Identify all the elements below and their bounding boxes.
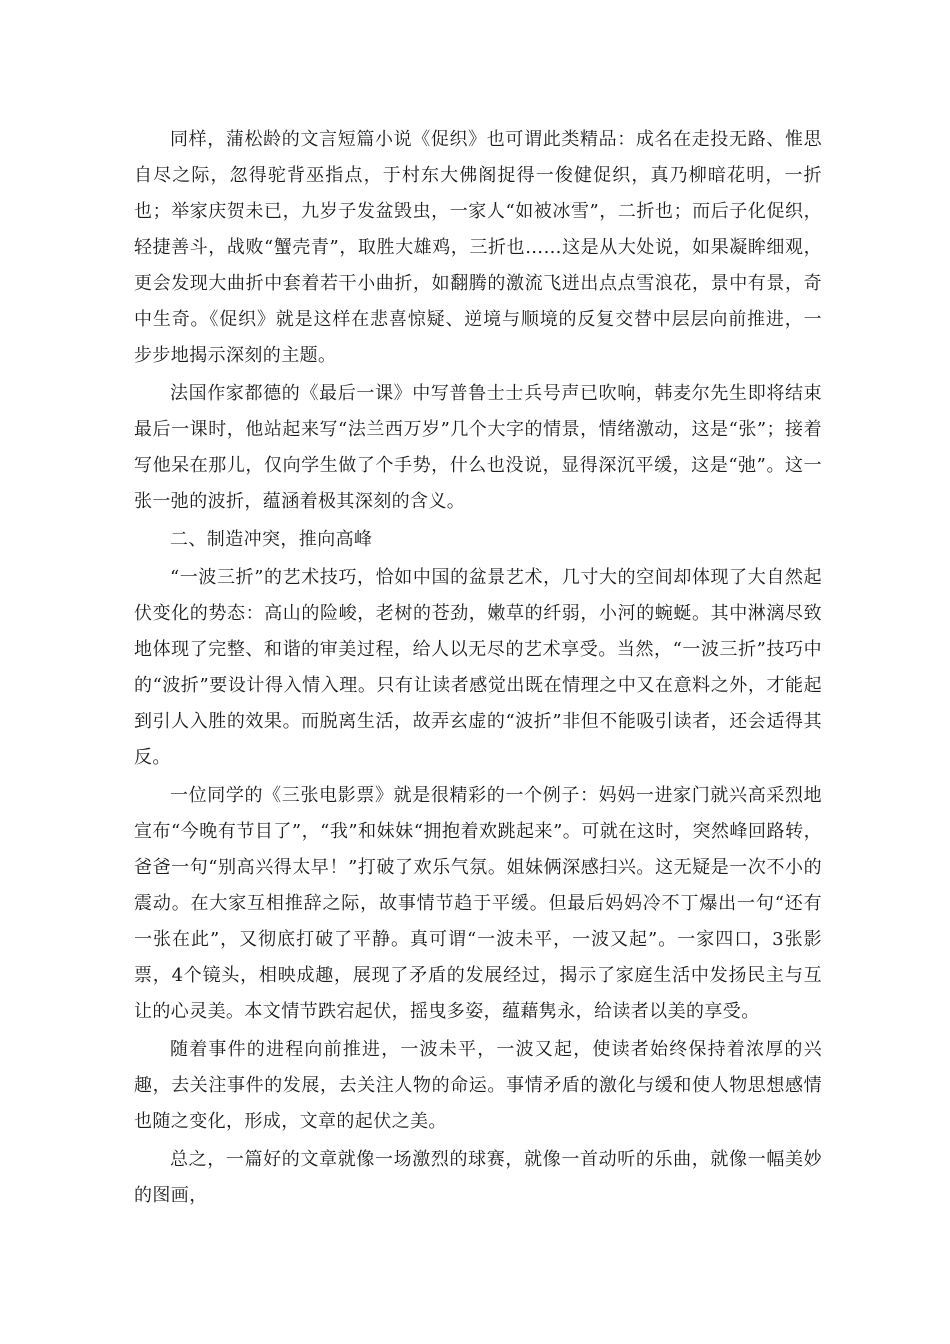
paragraph-last-lesson: 法国作家都德的《最后一课》中写普鲁士士兵号声已吹响，韩麦尔先生即将结束最后一课时，他站起来写“法兰西万岁”几个大字的情景，情绪激动，这是“张”；接着写他呆在那儿，仅向学生做了个手势，什么也没说，显得深沉平缓，这是“弛”。这一张一弛的波折，蕴涵着极其深刻的含义。 [134,383,822,512]
paragraph-progression: 随着事件的进程向前推进，一波未平，一波又起，使读者始终保持着浓厚的兴趣，去关注事件的发展，去关注人物的命运。事情矛盾的激化与缓和使人物思想感情也随之变化，形成，文章的起伏之美。 [134,1039,822,1132]
body-text [134,122,822,1214]
paragraph-conclusion: 总之，一篇好的文章就像一场激烈的球赛，就像一首动听的乐曲，就像一幅美妙的图画， [134,1149,822,1206]
paragraph-cuzhi: 同样，蒲松龄的文言短篇小说《促织》也可谓此类精品：成名在走投无路、惟思自尽之际，忽得驼背巫指点，于村东大佛阁捉得一俊健促织，真乃柳暗花明，一折也；举家庆贺未已，九岁子发盆毁虫，一家人“如被冰雪”，二折也；而后子化促织，轻捷善斗，战败“蟹壳青”，取胜大雄鸡，三折也……这是从大处说，如果凝眸细观，更会发现大曲折中套着若干小曲折，如翻腾的激流飞迸出点点雪浪花，景中有景，奇中生奇。《促织》就是这样在悲喜惊疑、逆境与顺境的反复交替中层层向前推进，一步步地揭示深刻的主题。 [134,129,822,366]
section-heading: 二、制造冲突，推向高峰 [170,529,373,550]
paragraph-movie-tickets: 一位同学的《三张电影票》就是很精彩的一个例子：妈妈一进家门就兴高采烈地宣布“今晚有节目了”，“我”和妹妹“拥抱着欢跳起来”。可就在这时，突然峰回路转，爸爸一句“别高兴得太早！”打破了欢乐气氛。姐妹俩深感扫兴。这无疑是一次不小的震动。在大家互相推辞之际，故事情节趋于平缓。但最后妈妈冷不丁爆出一句“还有一张在此”，又彻底打破了平静。真可谓“一波未平，一波又起”。一家四口，3张影票，4个镜头，相映成趣，展现了矛盾的发展经过，揭示了家庭生活中发扬民主与互让的心灵美。本文情节跌宕起伏，摇曳多姿，蕴藉隽永，给读者以美的享受。 [134,785,822,1022]
paragraph-bonsai: “一波三折”的艺术技巧，恰如中国的盆景艺术，几寸大的空间却体现了大自然起伏变化的势态：高山的险峻，老树的苍劲，嫩草的纤弱，小河的蜿蜒。其中淋漓尽致地体现了完整、和谐的审美过程，给人以无尽的艺术享受。当然，“一波三折”技巧中的“波折”要设计得入情入理。只有让读者感觉出既在情理之中又在意料之外，才能起到引人入胜的效果。而脱离生活，故弄玄虚的“波折”非但不能吸引读者，还会适得其反。 [134,567,822,768]
